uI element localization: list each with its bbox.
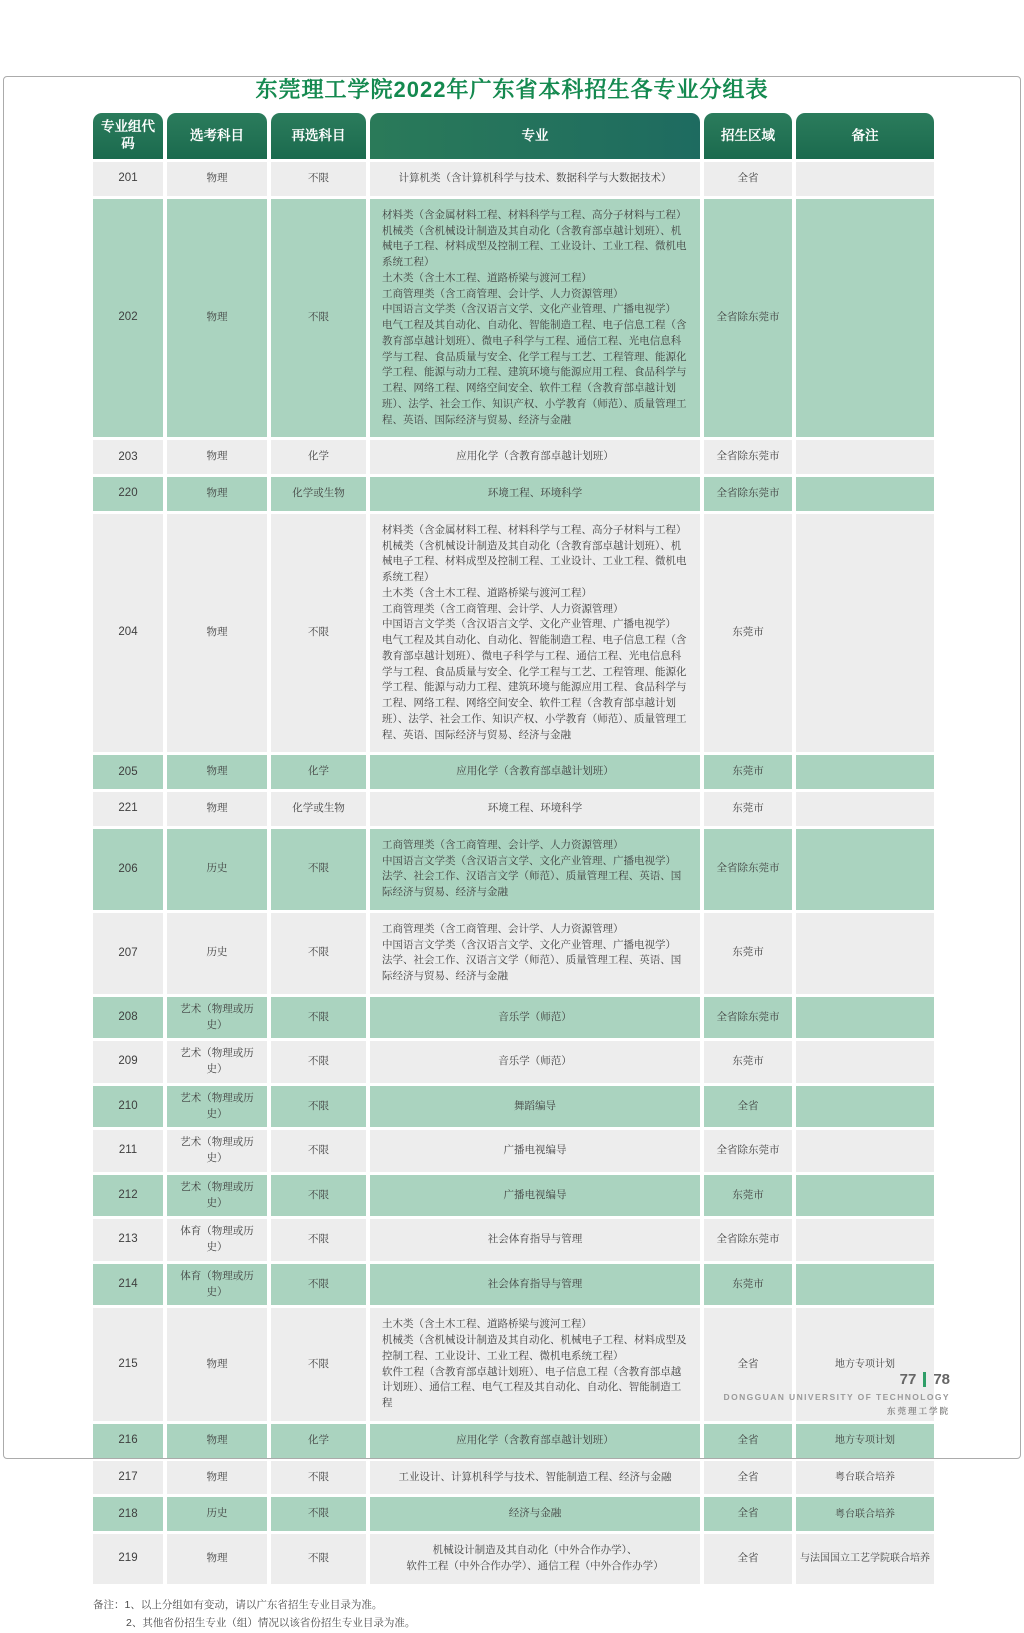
cell-group-code: 201 — [93, 162, 163, 196]
cell-group-code: 215 — [93, 1308, 163, 1421]
major-line: 环境工程、环境科学 — [382, 486, 688, 502]
table-row-221 — [93, 792, 934, 826]
cell-majors — [370, 1175, 700, 1217]
major-line: 工商管理类（含工商管理、会计学、人力资源管理） — [382, 922, 688, 938]
footnote-1: 备注：1、以上分组如有变动，请以广东省招生专业目录为准。 — [93, 1596, 1024, 1615]
cell-exam-subjects: 历史 — [167, 1497, 267, 1531]
cell-admission-region: 东莞市 — [704, 1264, 792, 1306]
cell-reselect-subjects: 不限 — [271, 913, 366, 994]
cell-majors — [370, 1308, 700, 1421]
cell-group-code: 206 — [93, 829, 163, 910]
cell-group-code: 214 — [93, 1264, 163, 1306]
column-header-subjects: 选考科目 — [167, 113, 267, 159]
cell-reselect-subjects: 化学或生物 — [271, 477, 366, 511]
major-line: 中国语言文学类（含汉语言文学、文化产业管理、广播电视学） — [382, 854, 688, 870]
cell-group-code: 213 — [93, 1219, 163, 1261]
cell-reselect-subjects: 不限 — [271, 1497, 366, 1531]
major-line: 广播电视编导 — [382, 1143, 688, 1159]
cell-group-code: 219 — [93, 1534, 163, 1584]
major-line: 法学、社会工作、汉语言文学（师范）、质量管理工程、英语、国际经济与贸易、经济与金融 — [382, 869, 688, 901]
cell-reselect-subjects: 不限 — [271, 1264, 366, 1306]
cell-remark: 与法国国立工艺学院联合培养 — [796, 1534, 934, 1584]
cell-admission-region: 东莞市 — [704, 913, 792, 994]
cell-exam-subjects: 艺术（物理或历史） — [167, 997, 267, 1039]
major-line: 工业设计、计算机科学与技术、智能制造工程、经济与金融 — [382, 1470, 688, 1486]
cell-group-code: 220 — [93, 477, 163, 511]
major-line: 电气工程及其自动化、自动化、智能制造工程、电子信息工程（含教育部卓越计划班）、微电子科学与工程、通信工程、光电信息科学与工程、食品质量与安全、化学工程与工艺、工程管理、能源化学工程、能源与动力工程、建筑环境与能源应用工程、食品科学与工程、网络工程、网络空间安全、软件工程（含教育部卓越计划班）、法学、社会工作、知识产权、小学教育（师范）、质量管理工程、英语、国际经济与贸易、经济与金融 — [382, 633, 688, 743]
cell-remark — [796, 440, 934, 474]
cell-exam-subjects: 物理 — [167, 477, 267, 511]
cell-reselect-subjects: 不限 — [271, 1219, 366, 1261]
column-header-remark: 备注 — [796, 113, 934, 159]
cell-remark — [796, 514, 934, 753]
cell-majors — [370, 1534, 700, 1584]
cell-reselect-subjects: 不限 — [271, 1461, 366, 1495]
cell-remark — [796, 792, 934, 826]
cell-group-code: 208 — [93, 997, 163, 1039]
cell-reselect-subjects: 不限 — [271, 1086, 366, 1128]
cell-admission-region: 全省除东莞市 — [704, 829, 792, 910]
cell-remark — [796, 477, 934, 511]
table-row-219 — [93, 1534, 934, 1584]
table-row-220 — [93, 477, 934, 511]
cell-exam-subjects: 体育（物理或历史） — [167, 1264, 267, 1306]
cell-remark — [796, 1041, 934, 1083]
major-line: 应用化学（含教育部卓越计划班） — [382, 764, 688, 780]
cell-remark: 地方专项计划 — [796, 1424, 934, 1458]
cell-exam-subjects: 物理 — [167, 755, 267, 789]
major-line: 软件工程（含教育部卓越计划班）、电子信息工程（含教育部卓越计划班）、通信工程、电气工程及其自动化、自动化、智能制造工程 — [382, 1365, 688, 1412]
cell-group-code: 212 — [93, 1175, 163, 1217]
page-number-divider — [923, 1372, 926, 1387]
cell-exam-subjects: 物理 — [167, 1534, 267, 1584]
major-line: 音乐学（师范） — [382, 1010, 688, 1026]
major-line: 中国语言文学类（含汉语言文学、文化产业管理、广播电视学） — [382, 302, 688, 318]
cell-admission-region: 东莞市 — [704, 1175, 792, 1217]
cell-remark — [796, 1086, 934, 1128]
cell-group-code: 218 — [93, 1497, 163, 1531]
cell-majors — [370, 477, 700, 511]
major-line: 环境工程、环境科学 — [382, 801, 688, 817]
cell-reselect-subjects: 化学或生物 — [271, 792, 366, 826]
cell-admission-region: 全省 — [704, 1424, 792, 1458]
column-header-major: 专业 — [370, 113, 700, 159]
page-number-left: 77 — [900, 1371, 917, 1388]
major-line: 工商管理类（含工商管理、会计学、人力资源管理） — [382, 287, 688, 303]
major-line: 音乐学（师范） — [382, 1054, 688, 1070]
cell-group-code: 209 — [93, 1041, 163, 1083]
cell-remark — [796, 997, 934, 1039]
cell-exam-subjects: 物理 — [167, 199, 267, 438]
cell-reselect-subjects: 不限 — [271, 162, 366, 196]
table-row-212 — [93, 1175, 934, 1217]
cell-group-code: 204 — [93, 514, 163, 753]
major-line: 机械类（含机械设计制造及其自动化（含教育部卓越计划班）、机械电子工程、材料成型及控制工程、工业设计、工业工程、微机电系统工程） — [382, 539, 688, 586]
table-row-210 — [93, 1086, 934, 1128]
cell-exam-subjects: 艺术（物理或历史） — [167, 1175, 267, 1217]
cell-admission-region: 东莞市 — [704, 792, 792, 826]
cell-exam-subjects: 历史 — [167, 829, 267, 910]
table-row-203 — [93, 440, 934, 474]
cell-reselect-subjects: 不限 — [271, 1130, 366, 1172]
table-header-row — [93, 113, 934, 159]
page-numbers — [724, 1371, 950, 1388]
cell-reselect-subjects: 不限 — [271, 829, 366, 910]
cell-reselect-subjects: 不限 — [271, 199, 366, 438]
cell-group-code: 216 — [93, 1424, 163, 1458]
cell-remark — [796, 1264, 934, 1306]
major-line: 社会体育指导与管理 — [382, 1277, 688, 1293]
cell-majors — [370, 1130, 700, 1172]
cell-majors — [370, 1264, 700, 1306]
cell-majors — [370, 514, 700, 753]
cell-admission-region: 全省 — [704, 1086, 792, 1128]
cell-group-code: 221 — [93, 792, 163, 826]
major-line: 土木类（含土木工程、道路桥梁与渡河工程） — [382, 1317, 688, 1333]
major-line: 机械类（含机械设计制造及其自动化（含教育部卓越计划班）、机械电子工程、材料成型及控制工程、工业设计、工业工程、微机电系统工程） — [382, 224, 688, 271]
cell-remark — [796, 829, 934, 910]
cell-reselect-subjects: 不限 — [271, 1534, 366, 1584]
column-header-region: 招生区域 — [704, 113, 792, 159]
cell-admission-region: 全省 — [704, 162, 792, 196]
cell-reselect-subjects: 化学 — [271, 1424, 366, 1458]
cell-reselect-subjects: 不限 — [271, 997, 366, 1039]
major-line: 软件工程（中外合作办学）、通信工程（中外合作办学） — [382, 1559, 688, 1575]
cell-exam-subjects: 物理 — [167, 792, 267, 826]
major-line: 法学、社会工作、汉语言文学（师范）、质量管理工程、英语、国际经济与贸易、经济与金融 — [382, 953, 688, 985]
cell-remark: 粤台联合培养 — [796, 1461, 934, 1495]
cell-admission-region: 全省除东莞市 — [704, 1130, 792, 1172]
cell-majors — [370, 440, 700, 474]
cell-majors — [370, 1497, 700, 1531]
cell-exam-subjects: 历史 — [167, 913, 267, 994]
major-line: 应用化学（含教育部卓越计划班） — [382, 449, 688, 465]
cell-majors — [370, 755, 700, 789]
cell-admission-region: 全省除东莞市 — [704, 199, 792, 438]
cell-majors — [370, 829, 700, 910]
table-row-213 — [93, 1219, 934, 1261]
cell-admission-region: 全省 — [704, 1534, 792, 1584]
cell-admission-region: 全省除东莞市 — [704, 997, 792, 1039]
page-footer — [724, 1371, 950, 1417]
cell-group-code: 210 — [93, 1086, 163, 1128]
table-row-206 — [93, 829, 934, 910]
cell-group-code: 203 — [93, 440, 163, 474]
cell-exam-subjects: 体育（物理或历史） — [167, 1219, 267, 1261]
cell-group-code: 211 — [93, 1130, 163, 1172]
cell-admission-region: 全省除东莞市 — [704, 477, 792, 511]
cell-majors — [370, 199, 700, 438]
cell-group-code: 207 — [93, 913, 163, 994]
cell-group-code: 202 — [93, 199, 163, 438]
cell-remark — [796, 755, 934, 789]
cell-group-code: 217 — [93, 1461, 163, 1495]
major-line: 工商管理类（含工商管理、会计学、人力资源管理） — [382, 838, 688, 854]
table-row-209 — [93, 1041, 934, 1083]
cell-exam-subjects: 物理 — [167, 514, 267, 753]
cell-exam-subjects: 艺术（物理或历史） — [167, 1086, 267, 1128]
cell-group-code: 205 — [93, 755, 163, 789]
cell-exam-subjects: 艺术（物理或历史） — [167, 1041, 267, 1083]
major-line: 机械设计制造及其自动化（中外合作办学）、 — [382, 1543, 688, 1559]
footnote-2: 2、其他省份招生专业（组）情况以该省份招生专业目录为准。 — [93, 1614, 1024, 1633]
table-row-205 — [93, 755, 934, 789]
cell-majors — [370, 1424, 700, 1458]
column-header-reselect: 再选科目 — [271, 113, 366, 159]
footnotes — [93, 1596, 1024, 1633]
cell-admission-region: 东莞市 — [704, 755, 792, 789]
major-line: 舞蹈编导 — [382, 1099, 688, 1115]
cell-admission-region: 全省除东莞市 — [704, 440, 792, 474]
major-line: 电气工程及其自动化、自动化、智能制造工程、电子信息工程（含教育部卓越计划班）、微电子科学与工程、通信工程、光电信息科学与工程、食品质量与安全、化学工程与工艺、工程管理、能源化学工程、能源与动力工程、建筑环境与能源应用工程、食品科学与工程、网络工程、网络空间安全、软件工程（含教育部卓越计划班）、法学、社会工作、知识产权、小学教育（师范）、质量管理工程、英语、国际经济与贸易、经济与金融 — [382, 318, 688, 428]
cell-remark — [796, 199, 934, 438]
cell-majors — [370, 162, 700, 196]
column-header-code: 专业组代码 — [93, 113, 163, 159]
cell-reselect-subjects: 不限 — [271, 1175, 366, 1217]
major-line: 机械类（含机械设计制造及其自动化、机械电子工程、材料成型及控制工程、工业设计、工业工程、微机电系统工程） — [382, 1333, 688, 1365]
university-name-en: DONGGUAN UNIVERSITY OF TECHNOLOGY — [724, 1392, 950, 1402]
admissions-table — [93, 113, 934, 1584]
major-line: 中国语言文学类（含汉语言文学、文化产业管理、广播电视学） — [382, 938, 688, 954]
cell-reselect-subjects: 不限 — [271, 1308, 366, 1421]
cell-remark — [796, 913, 934, 994]
table-row-211 — [93, 1130, 934, 1172]
cell-remark — [796, 1219, 934, 1261]
cell-reselect-subjects: 化学 — [271, 755, 366, 789]
cell-majors — [370, 792, 700, 826]
cell-majors — [370, 913, 700, 994]
table-row-217 — [93, 1461, 934, 1495]
table-row-207 — [93, 913, 934, 994]
cell-exam-subjects: 物理 — [167, 440, 267, 474]
cell-remark: 地方专项计划 — [796, 1308, 934, 1421]
major-line: 经济与金融 — [382, 1506, 688, 1522]
cell-admission-region: 全省除东莞市 — [704, 1219, 792, 1261]
table-row-214 — [93, 1264, 934, 1306]
cell-admission-region: 全省 — [704, 1461, 792, 1495]
cell-remark: 粤台联合培养 — [796, 1497, 934, 1531]
major-line: 土木类（含土木工程、道路桥梁与渡河工程） — [382, 586, 688, 602]
cell-majors — [370, 1219, 700, 1261]
page-title: 东莞理工学院2022年广东省本科招生各专业分组表 — [0, 73, 1024, 104]
table-row-208 — [93, 997, 934, 1039]
cell-exam-subjects: 物理 — [167, 162, 267, 196]
university-name-zh: 东莞理工学院 — [724, 1405, 950, 1417]
page-number-right: 78 — [933, 1371, 950, 1388]
major-line: 材料类（含金属材料工程、材料科学与工程、高分子材料与工程） — [382, 523, 688, 539]
cell-majors — [370, 997, 700, 1039]
major-line: 材料类（含金属材料工程、材料科学与工程、高分子材料与工程） — [382, 208, 688, 224]
cell-exam-subjects: 物理 — [167, 1461, 267, 1495]
cell-admission-region: 东莞市 — [704, 1041, 792, 1083]
major-line: 中国语言文学类（含汉语言文学、文化产业管理、广播电视学） — [382, 617, 688, 633]
major-line: 计算机类（含计算机科学与技术、数据科学与大数据技术） — [382, 171, 688, 187]
cell-reselect-subjects: 不限 — [271, 1041, 366, 1083]
table-row-201 — [93, 162, 934, 196]
cell-admission-region: 东莞市 — [704, 514, 792, 753]
major-line: 社会体育指导与管理 — [382, 1232, 688, 1248]
cell-remark — [796, 162, 934, 196]
cell-remark — [796, 1175, 934, 1217]
table-row-216 — [93, 1424, 934, 1458]
cell-exam-subjects: 物理 — [167, 1308, 267, 1421]
major-line: 广播电视编导 — [382, 1188, 688, 1204]
cell-exam-subjects: 物理 — [167, 1424, 267, 1458]
cell-remark — [796, 1130, 934, 1172]
major-line: 应用化学（含教育部卓越计划班） — [382, 1433, 688, 1449]
major-line: 工商管理类（含工商管理、会计学、人力资源管理） — [382, 602, 688, 618]
cell-majors — [370, 1086, 700, 1128]
major-line: 土木类（含土木工程、道路桥梁与渡河工程） — [382, 271, 688, 287]
cell-admission-region: 全省 — [704, 1497, 792, 1531]
cell-admission-region: 全省 — [704, 1308, 792, 1421]
cell-majors — [370, 1461, 700, 1495]
table-row-202 — [93, 199, 934, 438]
cell-exam-subjects: 艺术（物理或历史） — [167, 1130, 267, 1172]
table-row-218 — [93, 1497, 934, 1531]
cell-majors — [370, 1041, 700, 1083]
table-row-204 — [93, 514, 934, 753]
cell-reselect-subjects: 不限 — [271, 514, 366, 753]
cell-reselect-subjects: 化学 — [271, 440, 366, 474]
